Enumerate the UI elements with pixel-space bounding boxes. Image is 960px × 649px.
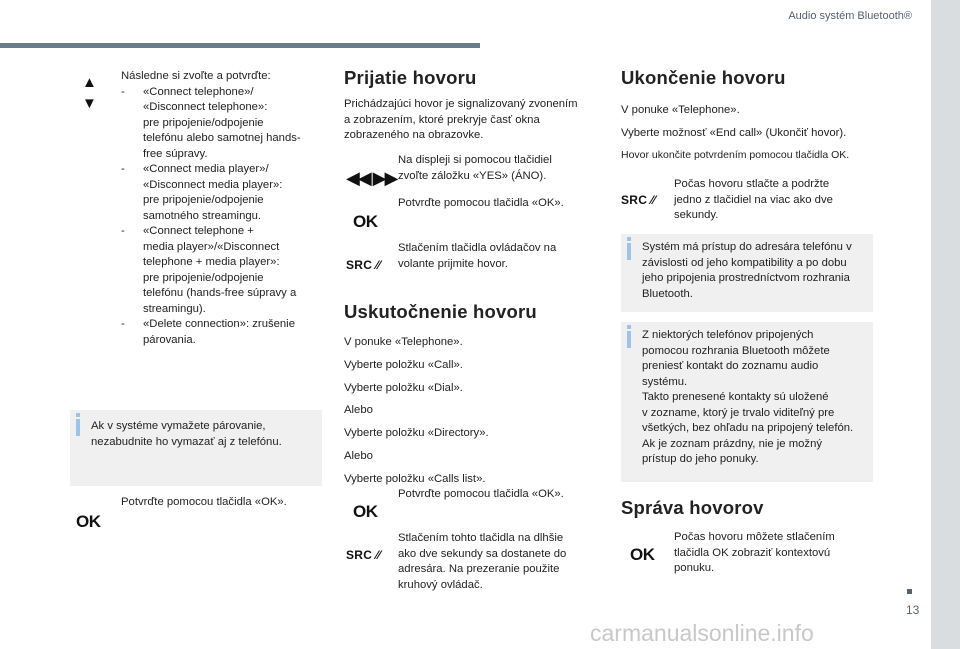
page-number: 13: [906, 603, 920, 617]
seek-arrows-icon: ◀◀ ▶▶: [346, 168, 397, 188]
incoming-step-2: Potvrďte pomocou tlačidla «OK».: [398, 197, 564, 209]
page-marker-icon: [907, 589, 912, 594]
make-call-steps: V ponuke «Telephone». Vyberte položku «Call». Vyberte položku «Dial». Alebo Vyberte položku «Directory». Alebo Vyberte položku «Calls list».: [344, 336, 489, 485]
src-button-icon: SRC ⁄⁄: [621, 193, 656, 207]
end-call-steps: V ponuke «Telephone». Vyberte možnosť «End call» (Ukončiť hovor). Hovor ukončite potvrdením pomocou tlačidla OK.: [621, 104, 850, 161]
info-icon: [627, 243, 631, 260]
list-item: - «Connect telephone + media player»/«Disconnect telephone + media player»: pre pripojenie/odpojenie telefónu (hands-free súpravy a streamingu).: [121, 225, 297, 315]
note-box: Systém má prístup do adresára telefónu v závislosti od jeho kompatibility a po dobu jeho pripojenia prostredníctvom rozhrania Bluetooth.: [621, 234, 873, 312]
col1-list: [121, 85, 321, 349]
incoming-description: Prichádzajúci hovor je signalizovaný zvonením a zobrazením, ktoré prekryje časť okna zobrazeného na obrazovke.: [344, 98, 578, 141]
call-management-step: Počas hovoru môžete stlačením tlačidla OK zobraziť kontextovú ponuku.: [674, 531, 835, 574]
info-icon: [76, 419, 80, 436]
ok-button-icon: OK: [353, 212, 378, 231]
up-arrow-icon: ▲: [82, 74, 97, 91]
page-edge-strip: [931, 0, 960, 649]
make-call-directory-step: Stlačením tohto tlačidla na dlhšie ako dve sekundy sa dostanete do adresára. Na prezeranie použite kruhový ovládač.: [398, 532, 567, 591]
list-item: - «Delete connection»: zrušenie párovania.: [121, 318, 295, 346]
ok-button-icon: OK: [630, 545, 655, 564]
heading-incoming-call: Prijatie hovoru: [344, 67, 477, 88]
heading-call-management: Správa hovorov: [621, 497, 764, 518]
end-call-hold-step: Počas hovoru stlačte a podržte jedno z tlačidiel na viac ako dve sekundy.: [674, 178, 833, 221]
note-box: Z niektorých telefónov pripojených pomocou rozhrania Bluetooth môžete preniesť kontakt do zoznamu audio systému. Takto prenesené kontakty sú uložené v zozname, ktorý je trvalo viditeľný pre všetkých, bez ohľadu na pripojený telefón. Ak je zoznam prázdny, nie je možný prístup do jeho ponuky.: [621, 322, 873, 482]
heading-make-call: Uskutočnenie hovoru: [344, 301, 537, 322]
make-call-confirm: Potvrďte pomocou tlačidla «OK».: [398, 488, 564, 500]
incoming-step-3: Stlačením tlačidla ovládačov na volante prijmite hovor.: [398, 242, 557, 270]
info-icon: [627, 331, 631, 348]
col1-block: [121, 69, 321, 348]
list-item: - «Connect telephone»/ «Disconnect telephone»: pre pripojenie/odpojenie telefónu alebo samotnej hands- free súpravy.: [121, 85, 301, 160]
down-arrow-icon: ▼: [82, 95, 97, 112]
ok-button-icon: OK: [353, 502, 378, 521]
col1-intro: Následne si zvoľte a potvrďte:: [121, 70, 271, 82]
watermark: carmanualsonline.info: [590, 620, 814, 646]
list-item: - «Connect media player»/ «Disconnect media player»: pre pripojenie/odpojenie samotného streamingu.: [121, 163, 283, 222]
src-button-icon: SRC ⁄⁄: [346, 258, 381, 272]
src-button-icon: SRC ⁄⁄: [346, 548, 381, 562]
incoming-step-1: Na displeji si pomocou tlačidiel zvoľte záložku «YES» (ÁNO).: [398, 154, 552, 182]
col1-confirm: Potvrďte pomocou tlačidla «OK».: [121, 496, 287, 508]
heading-end-call: Ukončenie hovoru: [621, 67, 786, 88]
header-bar: [0, 43, 480, 48]
ok-button-icon: OK: [76, 512, 101, 531]
page-header-title: Audio systém Bluetooth®: [788, 10, 912, 22]
note-box: Ak v systéme vymažete párovanie, nezabudnite ho vymazať aj z telefónu.: [70, 410, 322, 486]
